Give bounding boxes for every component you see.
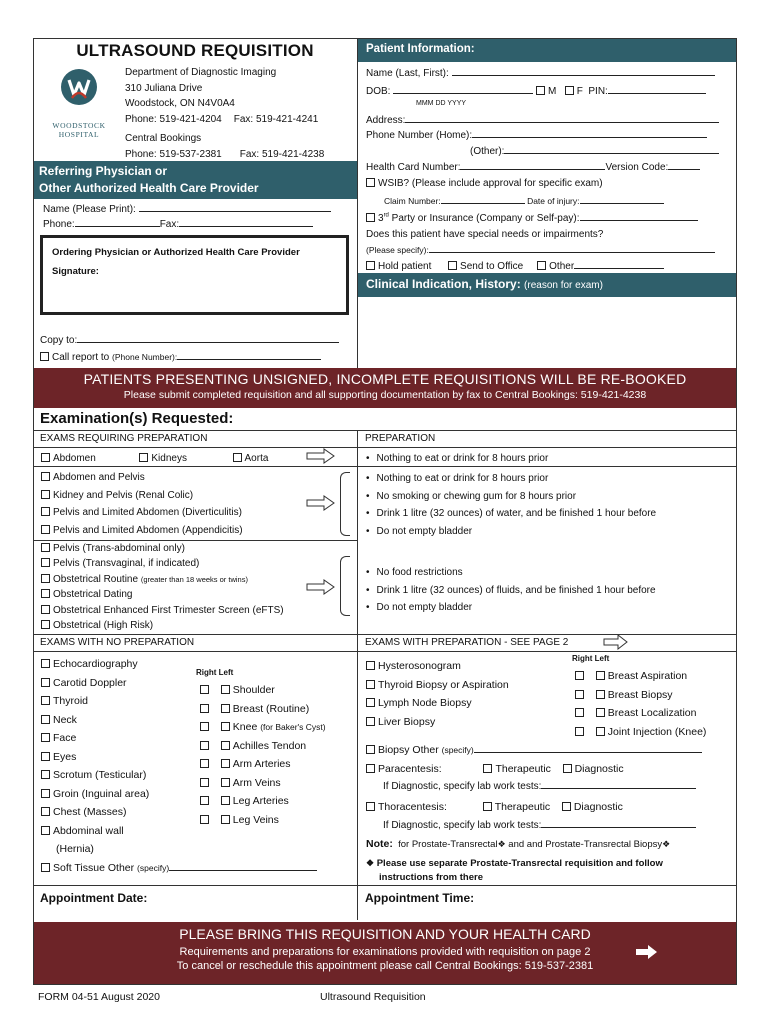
exam-option[interactable]: Echocardiography xyxy=(41,655,317,674)
female-checkbox[interactable] xyxy=(565,86,574,95)
bilateral-option[interactable]: Breast Aspiration xyxy=(575,667,706,686)
prostate-note-bold: ❖ Please use separate Prostate-Transrectal requisition and follow instructions from there xyxy=(366,858,663,883)
arrow-right-icon xyxy=(636,945,658,962)
exam-option[interactable]: Thyroid xyxy=(41,692,317,711)
call-report-field[interactable]: Call report to (Phone Number): xyxy=(40,350,321,363)
department-info: Department of Diagnostic Imaging 310 Juliana Drive Woodstock, ON N4V0A4 Phone: 519-421-4204 Fax: 519-421-4241 Central Bookings Phone: 519-537-2381 Fax: 519-421-4238 xyxy=(125,67,325,160)
rule xyxy=(33,430,737,431)
special-needs-options: Hold patient Send to Office Other xyxy=(366,259,664,272)
arrow-right-icon xyxy=(306,448,336,467)
prep-row1 xyxy=(41,450,268,468)
exam-option[interactable]: Face xyxy=(41,729,317,748)
health-card-field[interactable]: Health Card Number: Version Code: xyxy=(366,160,700,173)
exams-heading: Examination(s) Requested: xyxy=(40,410,234,427)
biopsy-other-field[interactable]: Biopsy Other (specify) xyxy=(366,742,702,760)
patient-address-field[interactable]: Address: xyxy=(366,113,719,126)
exam-option[interactable]: Obstetrical Routine (greater than 18 weeks or twins) xyxy=(41,572,284,587)
bilateral-option[interactable]: Knee (for Baker's Cyst) xyxy=(200,718,326,737)
exam-option[interactable]: Eyes xyxy=(41,748,317,767)
thoracentesis-lab-field[interactable]: If Diagnostic, specify lab work tests: xyxy=(383,817,696,835)
warning-banner: PATIENTS PRESENTING UNSIGNED, INCOMPLETE REQUISITIONS WILL BE RE-BOOKED Please submit completed requisition and all supporting documentation by fax to Central Bookings: 519-421-4238 xyxy=(34,368,736,408)
footer-title: Ultrasound Requisition xyxy=(320,991,426,1003)
group2-prep: • Nothing to eat or drink for 8 hours prior • No smoking or chewing gum for 8 hours prior • Drink 1 litre (32 ounces) of water, and be finished 1 hour before • Do not empty bladder xyxy=(366,470,656,540)
exam-option[interactable]: Lymph Node Biopsy xyxy=(366,694,509,713)
clinical-indication-area[interactable] xyxy=(358,297,736,367)
patient-dob-field[interactable]: DOB: M F PIN: xyxy=(366,84,706,97)
exam-option[interactable]: Obstetrical Dating xyxy=(41,587,284,602)
exam-option[interactable]: Pelvis and Limited Abdomen (Appendicitis) xyxy=(41,522,243,540)
paracentesis-checkbox[interactable] xyxy=(366,764,375,773)
thoracentesis-diagnostic-checkbox[interactable] xyxy=(562,802,571,811)
referring-name-field[interactable]: Name (Please Print): xyxy=(43,202,331,215)
other-checkbox[interactable] xyxy=(537,261,546,270)
rule xyxy=(33,634,737,635)
logo-text: WOODSTOCK HOSPITAL xyxy=(52,121,106,139)
arrow-right-icon xyxy=(603,634,629,653)
right-left-label: Right Left xyxy=(196,668,234,677)
exam-option[interactable]: Kidney and Pelvis (Renal Colic) xyxy=(41,487,243,505)
row1-prep: • Nothing to eat or drink for 8 hours prior xyxy=(366,450,548,468)
exam-option[interactable]: Thyroid Biopsy or Aspiration xyxy=(366,676,509,695)
hospital-logo-icon xyxy=(60,68,98,106)
bilateral-option[interactable]: Leg Veins xyxy=(200,811,326,830)
phone-other-field[interactable]: (Other): xyxy=(470,144,719,157)
bilateral-option[interactable]: Breast Biopsy xyxy=(575,686,706,705)
arrow-right-icon xyxy=(306,495,336,514)
paracentesis-lab-field[interactable]: If Diagnostic, specify lab work tests: xyxy=(383,778,696,796)
no-prep-list: Echocardiography Carotid Doppler Thyroid Neck Face Eyes Scrotum (Testicular) Groin (Inguinal area) Chest (Masses) Abdominal wall (Hernia) Soft Tissue Other (specify) xyxy=(41,655,317,877)
paracentesis-therapeutic-checkbox[interactable] xyxy=(483,764,492,773)
signature-box[interactable] xyxy=(40,235,349,315)
bracket xyxy=(340,556,350,616)
form-number: FORM 04-51 August 2020 xyxy=(38,991,160,1003)
claim-field[interactable]: Claim Number: Date of injury: xyxy=(384,195,664,206)
no-prep-bilateral xyxy=(200,681,326,829)
arrow-right-icon xyxy=(306,579,336,598)
prep-group2 xyxy=(41,469,243,539)
bilateral-option[interactable]: Breast (Routine) xyxy=(200,700,326,719)
thoracentesis-row: Thoracentesis: Therapeutic Diagnostic xyxy=(366,799,623,817)
hold-patient-checkbox[interactable] xyxy=(366,261,375,270)
bilateral-option[interactable]: Arm Veins xyxy=(200,774,326,793)
middle-divider xyxy=(357,430,358,920)
diamond-icon: ❖ xyxy=(662,839,671,849)
exam-option[interactable]: Pelvis (Trans-abdominal only) xyxy=(41,541,284,556)
bilateral-option[interactable]: Arm Arteries xyxy=(200,755,326,774)
send-office-checkbox[interactable] xyxy=(448,261,457,270)
with-prep-list xyxy=(366,657,509,731)
wsib-checkbox-row[interactable]: WSIB? (Please include approval for specific exam) xyxy=(366,178,603,189)
bilateral-option[interactable]: Joint Injection (Knee) xyxy=(575,723,706,742)
with-prep-header: EXAMS WITH PREPARATION - SEE PAGE 2 xyxy=(365,637,569,648)
bilateral-option[interactable]: Achilles Tendon xyxy=(200,737,326,756)
thoracentesis-therapeutic-checkbox[interactable] xyxy=(483,802,492,811)
copy-to-field[interactable]: Copy to: xyxy=(40,333,339,346)
group3-prep: • No food restrictions • Drink 1 litre (32 ounces) of fluids, and be finished 1 hour before • Do not empty bladder xyxy=(366,564,656,617)
prep-header: PREPARATION xyxy=(365,433,436,444)
exam-option[interactable]: Abdomen and Pelvis xyxy=(41,469,243,487)
exam-option[interactable]: Neck xyxy=(41,711,317,730)
right-left-label: Right Left xyxy=(572,654,610,663)
dob-format: MMM DD YYYY xyxy=(416,100,467,107)
patient-info-header: Patient Information: xyxy=(358,39,736,62)
no-prep-header: EXAMS WITH NO PREPARATION xyxy=(40,637,195,648)
exam-option[interactable]: Abdominal wall xyxy=(41,822,317,841)
diamond-icon: ❖ xyxy=(497,839,506,849)
rule xyxy=(33,447,737,448)
rule xyxy=(33,885,737,886)
appointment-time-field[interactable]: Appointment Time: xyxy=(365,891,475,905)
special-needs-specify[interactable]: (Please specify): xyxy=(366,244,715,255)
aorta-option[interactable]: Aorta xyxy=(233,453,269,464)
bottom-banner: PLEASE BRING THIS REQUISITION AND YOUR HEALTH CARD Requirements and preparations for examinations provided with requisition on page 2 To cancel or reschedule this appointment please call Central Bookings: 519-537-2381 xyxy=(34,922,736,984)
exam-option[interactable]: Pelvis and Limited Abdomen (Diverticulitis) xyxy=(41,504,243,522)
referring-header: Referring Physician or Other Authorized Health Care Provider xyxy=(34,161,357,199)
clinical-header: Clinical Indication, History: (reason for exam) xyxy=(358,273,736,297)
paracentesis-row: Paracentesis: Therapeutic Diagnostic xyxy=(366,761,624,779)
exam-option[interactable]: Obstetrical (High Risk) xyxy=(41,618,284,633)
soft-tissue-option[interactable]: Soft Tissue Other (specify) xyxy=(41,859,317,878)
paracentesis-diagnostic-checkbox[interactable] xyxy=(563,764,572,773)
referring-phone-fax-field[interactable]: Phone: Fax: xyxy=(43,217,313,230)
patient-name-field[interactable]: Name (Last, First): xyxy=(366,66,715,79)
third-party-row[interactable]: 3rd Party or Insurance (Company or Self-pay): xyxy=(366,211,698,224)
phone-home-field[interactable]: Phone Number (Home): xyxy=(366,128,707,141)
bracket xyxy=(340,472,350,536)
call-report-checkbox[interactable] xyxy=(40,352,49,361)
diamond-icon: ❖ xyxy=(366,858,375,868)
form-title: ULTRASOUND REQUISITION xyxy=(76,41,314,60)
exam-option[interactable]: Obstetrical Enhanced First Trimester Screen (eFTS) xyxy=(41,603,284,618)
exam-option[interactable]: Scrotum (Testicular) xyxy=(41,766,317,785)
exam-option[interactable]: Carotid Doppler xyxy=(41,674,317,693)
rule xyxy=(33,651,737,652)
signature-label: Signature: xyxy=(52,266,99,277)
with-prep-bilateral xyxy=(575,667,706,741)
prostate-note: Note: for Prostate-Transrectal❖ and and Prostate-Transrectal Biopsy❖ xyxy=(366,838,671,850)
thoracentesis-checkbox[interactable] xyxy=(366,802,375,811)
exam-option[interactable]: Pelvis (Transvaginal, if indicated) xyxy=(41,556,284,571)
appointment-date-field[interactable]: Appointment Date: xyxy=(40,891,148,905)
exam-option[interactable]: Liver Biopsy xyxy=(366,713,509,732)
signature-title: Ordering Physician or Authorized Health Care Provider xyxy=(52,247,300,258)
bilateral-option[interactable]: Breast Localization xyxy=(575,704,706,723)
special-needs-question: Does this patient have special needs or impairments? xyxy=(366,229,604,240)
kidneys-option[interactable]: Kidneys xyxy=(139,453,187,464)
bilateral-option[interactable]: Leg Arteries xyxy=(200,792,326,811)
exam-option[interactable]: Groin (Inguinal area) xyxy=(41,785,317,804)
bilateral-option[interactable]: Shoulder xyxy=(200,681,326,700)
exam-option[interactable]: Chest (Masses) xyxy=(41,803,317,822)
prep-exams-header: EXAMS REQUIRING PREPARATION xyxy=(40,433,208,444)
prep-group3 xyxy=(41,541,284,633)
male-checkbox[interactable] xyxy=(536,86,545,95)
exam-option[interactable]: Hysterosonogram xyxy=(366,657,509,676)
abdomen-option[interactable]: Abdomen xyxy=(41,453,96,464)
